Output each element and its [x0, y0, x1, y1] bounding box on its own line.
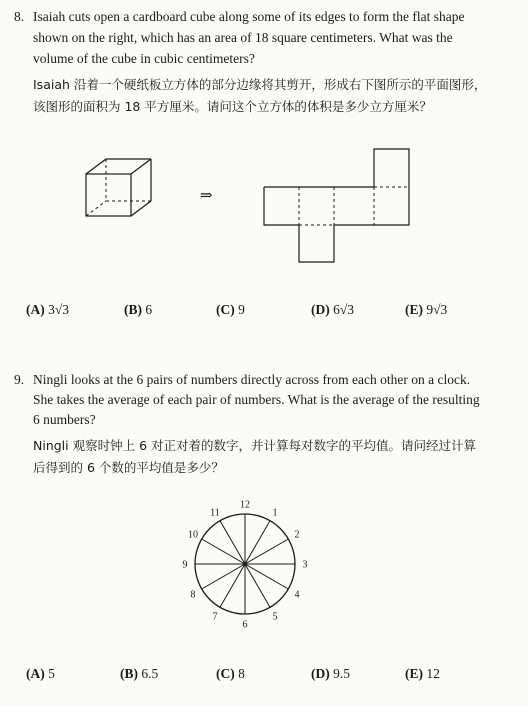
question-text-line: shown on the right, which has an area of 18 square centimeters. What was the	[33, 30, 453, 45]
clock-number: 8	[190, 589, 196, 601]
choice-label: (C)	[216, 302, 235, 317]
clock-number: 7	[212, 611, 218, 623]
clock-number: 10	[188, 529, 198, 541]
question-text-line: 6 numbers?	[33, 412, 96, 427]
choice-label: (B)	[120, 666, 138, 681]
choice-value: 9√3	[426, 302, 448, 317]
question-text-line: Isaiah cuts open a cardboard cube along some of its edges to form the flat shape	[33, 9, 465, 24]
choice-c[interactable]	[216, 302, 245, 318]
clock-figure	[180, 493, 310, 633]
choice-value: 6√3	[333, 302, 355, 317]
clock-number: 1	[272, 507, 278, 519]
clock-number: 11	[210, 507, 220, 519]
choice-d[interactable]	[311, 302, 354, 318]
choice-value: 8	[238, 666, 245, 681]
clock-number: 2	[294, 529, 300, 541]
cube-figure	[80, 155, 160, 235]
choice-value: 6	[145, 302, 153, 317]
choice-label: (C)	[216, 666, 235, 681]
clock-number: 12	[240, 499, 250, 511]
choice-value: 9	[238, 302, 245, 317]
question-text-line: volume of the cube in cubic centimeters?	[33, 51, 255, 66]
choice-label: (D)	[311, 666, 330, 681]
choice-a[interactable]	[26, 302, 69, 318]
clock-number: 5	[272, 611, 278, 623]
clock-number: 4	[294, 589, 300, 601]
choice-value: 3√3	[48, 302, 70, 317]
choice-d[interactable]	[311, 666, 350, 682]
choice-label: (A)	[26, 302, 45, 317]
choice-b[interactable]	[120, 666, 158, 682]
choice-value: 6.5	[141, 666, 159, 681]
question-text-line: She takes the average of each pair of numbers. What is the average of the resulting	[33, 392, 480, 407]
choice-e[interactable]	[405, 302, 447, 318]
choice-label: (D)	[311, 302, 330, 317]
choice-e[interactable]	[405, 666, 440, 682]
choice-label: (A)	[26, 666, 45, 681]
choice-value: 5	[48, 666, 55, 681]
choice-value: 12	[426, 666, 440, 681]
clock-number: 6	[242, 619, 248, 631]
question-text-cn-line: Isaiah 沿着一个硬纸板立方体的部分边缘将其剪开，形成右下图所示的平面图形，	[33, 77, 487, 92]
choice-c[interactable]	[216, 666, 245, 682]
choice-label: (B)	[124, 302, 142, 317]
question-number: 8.	[14, 9, 25, 24]
choice-value: 9.5	[333, 666, 350, 681]
question-number: 9.	[14, 372, 25, 387]
question-text-cn-line: 该图形的面积为 18 平方厘米。请问这个立方体的体积是多少立方厘米？	[33, 99, 432, 114]
cube-net-figure	[258, 143, 418, 268]
question-text-cn-line: Ningli 观察时钟上 6 对正对着的数字，并计算每对数字的平均值。请问经过计算	[33, 438, 477, 453]
clock-number: 3	[302, 559, 308, 571]
choice-label: (E)	[405, 666, 423, 681]
clock-number: 9	[182, 559, 188, 571]
question-text-line: Ningli looks at the 6 pairs of numbers directly across from each other on a clock.	[33, 372, 471, 387]
choice-label: (E)	[405, 302, 423, 317]
choice-a[interactable]	[26, 666, 55, 682]
choice-b[interactable]	[124, 302, 152, 318]
question-text-cn-line: 后得到的 6 个数的平均值是多少？	[33, 460, 224, 475]
arrow-icon: ⇒	[200, 188, 213, 204]
